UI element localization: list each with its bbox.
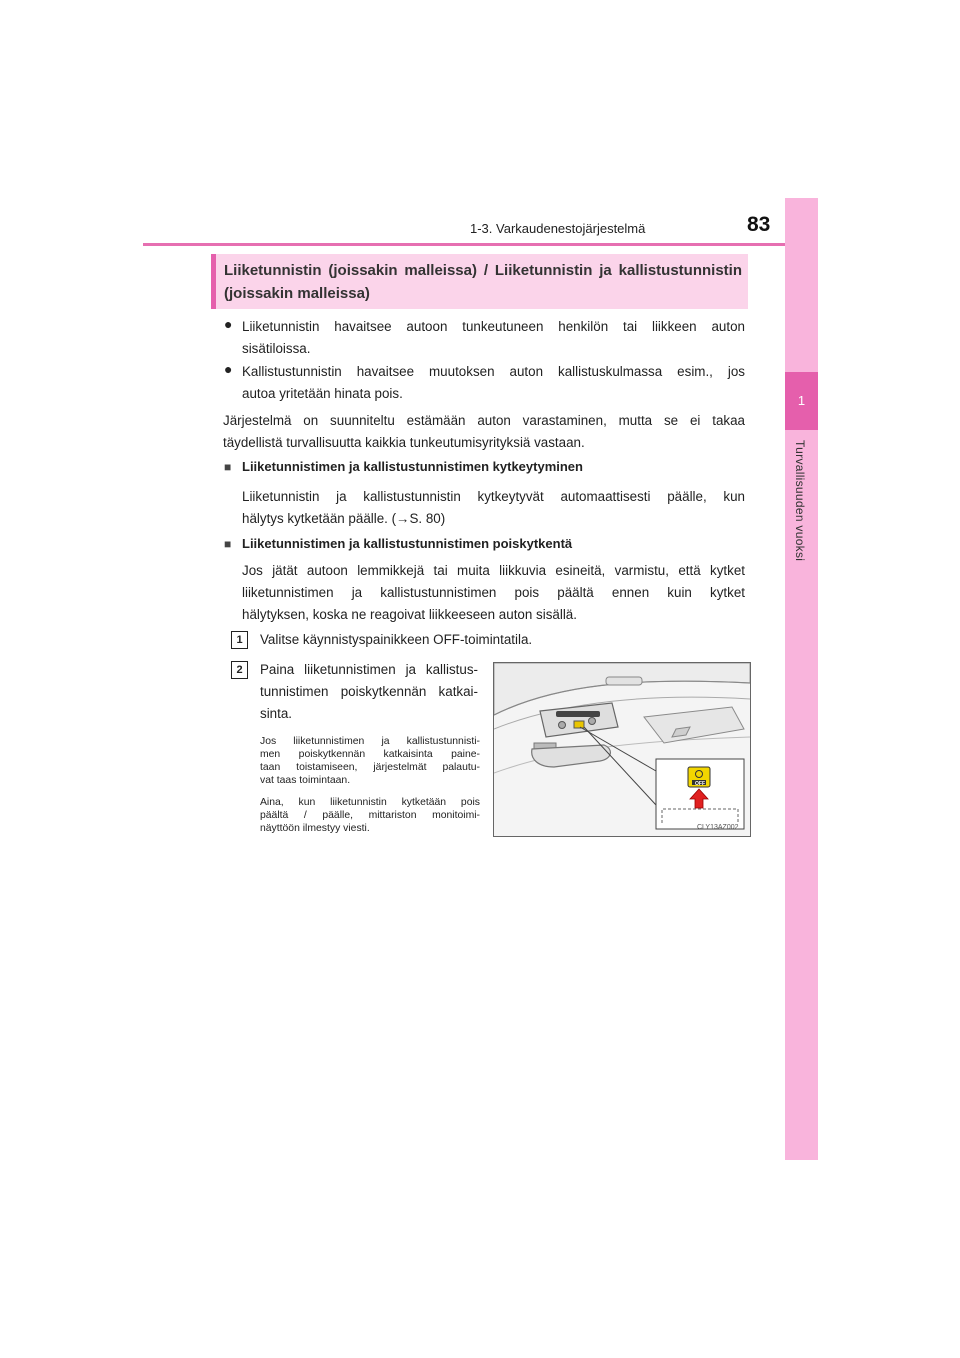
heading-text: [224, 259, 742, 305]
overhead-console-illustration: [493, 662, 751, 837]
subheading-activation: Liiketunnistimen ja kallistustunnistimen kytkeytyminen: [242, 459, 583, 474]
step-1-text: Valitse käynnistyspainikkeen OFF-toimintatila.: [260, 632, 533, 647]
activation-line-2: hälytys kytketään päälle. (→S. 80): [242, 511, 446, 526]
chapter-number: 1: [785, 372, 818, 430]
bullet-1-line-2: sisätiloissa.: [242, 341, 311, 356]
square-bullet-icon: ■: [224, 460, 232, 474]
heading-line-2: (joissakin malleissa): [224, 285, 370, 302]
deactivation-line-1: Jos jätät autoon lemmikkejä tai muita liikkuvia esineitä, varmistu, että kytket: [242, 563, 745, 578]
heading-line-1: Liiketunnistin (joissakin malleissa) / Liiketunnistin ja kallistustunnistin: [224, 262, 742, 279]
note-2-line-1: Aina, kun liiketunnistin kytketään pois: [260, 797, 480, 808]
step-2-line-3: sinta.: [260, 706, 293, 721]
bullet-1-line-1: Liiketunnistin havaitsee autoon tunkeutuneen henkilön tai liikkeen auton: [242, 319, 745, 334]
note-1-line-2: men poiskytkennän katkaisinta paine-: [260, 749, 480, 760]
step-1-badge: 1: [231, 631, 248, 649]
note-2-line-3: näyttöön ilmestyy viesti.: [260, 823, 370, 834]
heading-accent-bar: [211, 254, 216, 309]
figure-code: CLY13AZ002: [697, 824, 739, 831]
section-title: 1-3. Varkaudenestojärjestelmä: [470, 221, 646, 236]
bullet-2-line-1: Kallistustunnistin havaitsee muutoksen auton kallistuskulmassa esim., jos: [242, 364, 745, 379]
step-2-line-2: tunnistimen poiskytkennän katkai-: [260, 684, 478, 699]
bullet-dot-icon: ●: [224, 361, 233, 377]
bullet-2-line-2: autoa yritetään hinata pois.: [242, 386, 403, 401]
chapter-title: Turvallisuuden vuoksi: [793, 440, 807, 562]
page-number: 83: [747, 213, 771, 236]
note-1-line-1: Jos liiketunnistimen ja kallistustunnisti-: [260, 736, 480, 747]
subheading-deactivation: Liiketunnistimen ja kallistustunnistimen poiskytkentä: [242, 536, 573, 551]
deactivation-line-3: hälytyksen, koska ne reagoivat liikkeeseen auton sisällä.: [242, 607, 577, 622]
square-bullet-icon: ■: [224, 537, 232, 551]
note-2-line-2: päältä / päälle, mittariston monitoimi-: [260, 810, 480, 821]
header-rule: [143, 243, 818, 246]
intro-line-2: täydellistä turvallisuutta kaikkia tunkeutumisyrityksiä vastaan.: [223, 435, 585, 450]
bullet-dot-icon: ●: [224, 316, 233, 332]
illustration-svg: [494, 663, 750, 836]
chapter-side-tab: [785, 198, 818, 1160]
intro-line-1: Järjestelmä on suunniteltu estämään auton varastaminen, mutta se ei takaa: [223, 413, 745, 428]
step-2-badge: 2: [231, 661, 248, 679]
step-2-line-1: Paina liiketunnistimen ja kallistus-: [260, 662, 478, 677]
note-1-line-4: vat taas toimintaan.: [260, 775, 351, 786]
note-1-line-3: taan toistamiseen, järjestelmät palautu-: [260, 762, 480, 773]
activation-line-1: Liiketunnistin ja kallistustunnistin kytkeytyvät automaattisesti päälle, kun: [242, 489, 745, 504]
section-heading: [211, 254, 748, 309]
figure-button-label: OFF: [695, 781, 705, 787]
deactivation-line-2: liiketunnistimen ja kallistustunnistimen pois päältä ennen kuin kytket: [242, 585, 745, 600]
